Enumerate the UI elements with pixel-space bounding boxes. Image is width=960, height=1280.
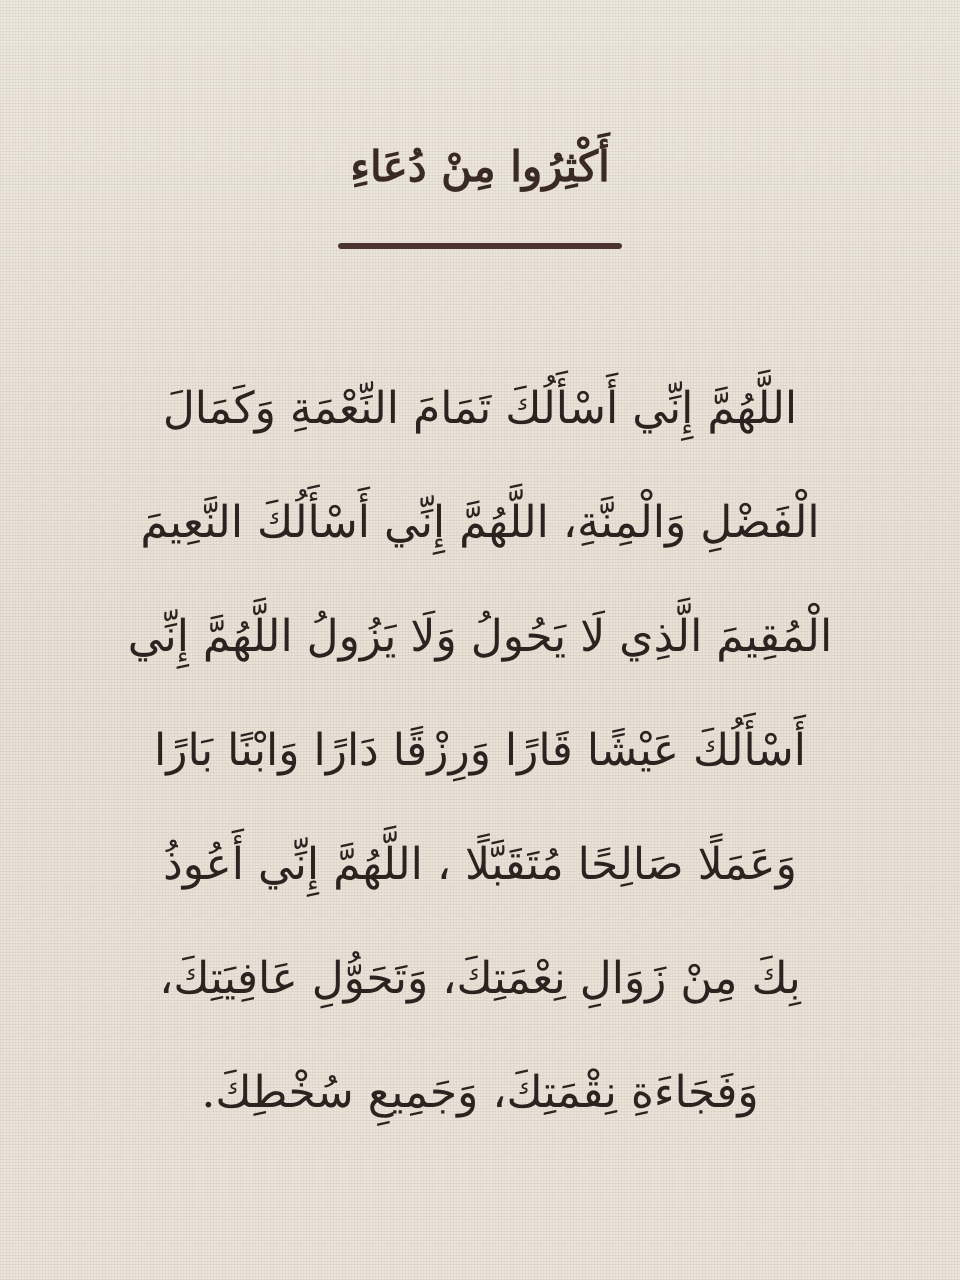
dua-line: بِكَ مِنْ زَوَالِ نِعْمَتِكَ، وَتَحَوُّلِ عَافِيَتِكَ،	[159, 953, 801, 1004]
dua-line: الْمُقِيمَ الَّذِي لَا يَحُولُ وَلَا يَزُولُ اللَّهُمَّ إِنِّي	[127, 611, 833, 662]
dua-line: أَسْأَلُكَ عَيْشًا قَارًا وَرِزْقًا دَارًا وَابْنًا بَارًا	[153, 725, 806, 776]
dua-line: اللَّهُمَّ إِنِّي أَسْأَلُكَ تَمَامَ النِّعْمَةِ وَكَمَالَ	[162, 383, 798, 434]
dua-line: وَفَجَاءَةِ نِقْمَتِكَ، وَجَمِيعِ سُخْطِكَ.	[201, 1067, 759, 1118]
dua-text	[70, 352, 890, 1150]
title-divider	[338, 243, 622, 249]
dua-line: وَعَمَلًا صَالِحًا مُتَقَبَّلًا ، اللَّهُمَّ إِنِّي أَعُوذُ	[163, 839, 797, 890]
page-title: أَكْثِرُوا مِنْ دُعَاءِ	[350, 142, 610, 191]
dua-line: الْفَضْلِ وَالْمِنَّةِ، اللَّهُمَّ إِنِّي أَسْأَلُكَ النَّعِيمَ	[140, 497, 820, 548]
